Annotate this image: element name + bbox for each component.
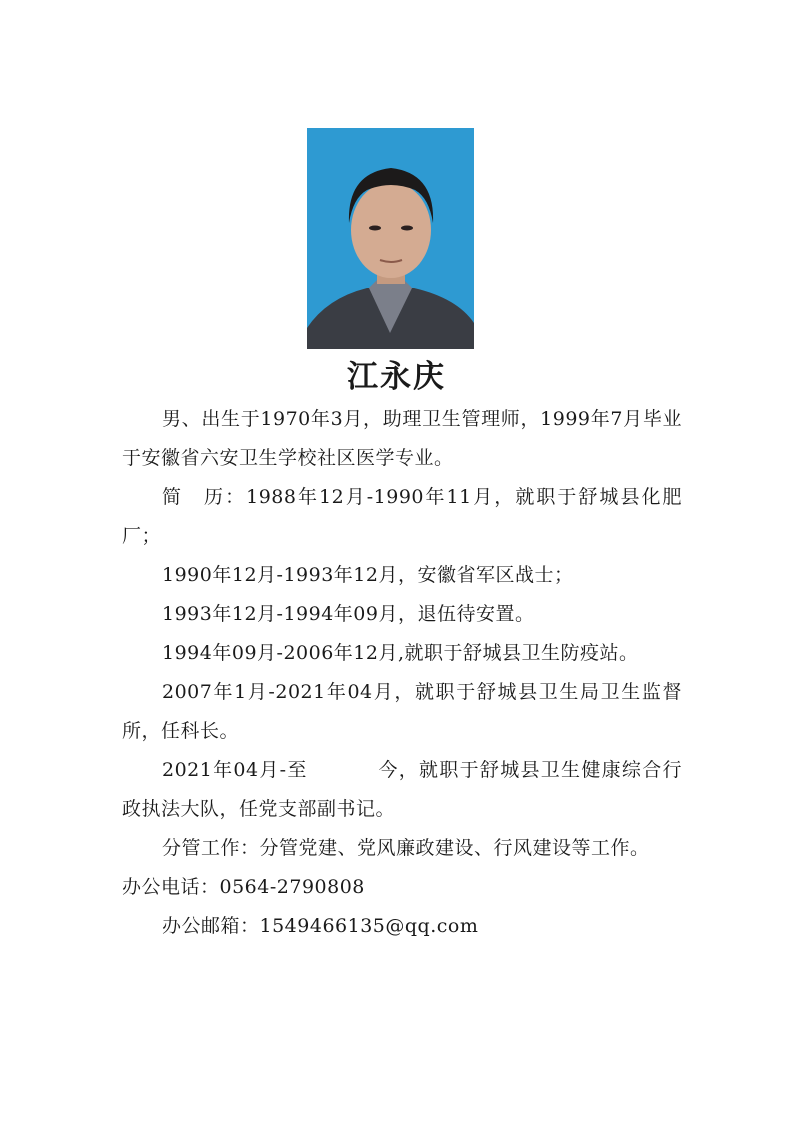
- duties-paragraph: 分管工作：分管党建、党风廉政建设、行风建设等工作。: [162, 837, 650, 859]
- portrait-photo: [307, 128, 474, 349]
- office-phone: 办公电话：0564-2790808: [122, 876, 365, 898]
- current-position-suffix: 今，就职于舒城县卫生健康综合行政执法大队，任党支部副书记。: [122, 759, 682, 820]
- resume-entry: 1994年09月-2006年12月,就职于舒城县卫生防疫站。: [162, 642, 639, 664]
- resume-entry: 1993年12月-1994年09月，退伍待安置。: [162, 603, 535, 625]
- resume-entry: 1990年12月-1993年12月，安徽省军区战士；: [162, 564, 574, 586]
- resume-paragraph: 简 历：1988年12月-1990年11月，就职于舒城县化肥厂；: [122, 486, 682, 547]
- person-name: 江永庆: [347, 359, 446, 395]
- profile-body: [122, 400, 682, 946]
- office-email: 办公邮箱：1549466135@qq.com: [162, 915, 479, 937]
- basic-info-paragraph: 男、出生于1970年3月，助理卫生管理师，1999年7月毕业于安徽省六安卫生学校社区医学专业。: [122, 408, 682, 469]
- current-position-paragraph: [122, 751, 682, 829]
- current-position-prefix: 2021年04月-至: [162, 759, 308, 781]
- resume-entry: 2007年1月-2021年04月，就职于舒城县卫生局卫生监督所，任科长。: [122, 681, 682, 742]
